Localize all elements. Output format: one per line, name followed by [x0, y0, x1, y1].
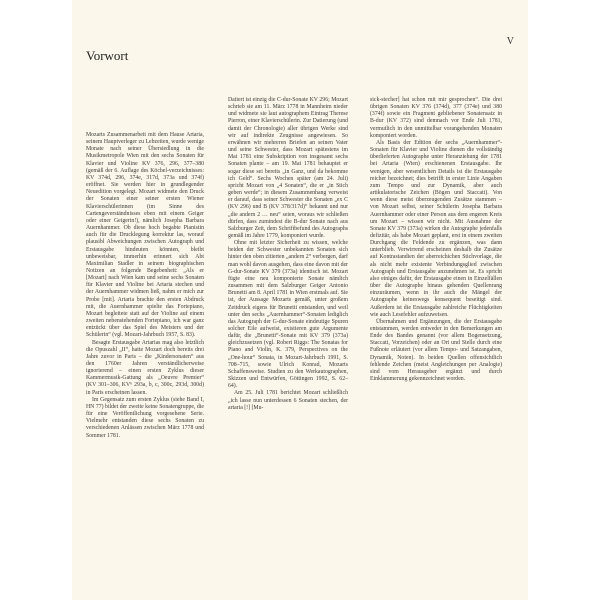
text-column-1 — [86, 132, 204, 440]
paragraph: Im Gegensatz zum ersten Zyklus (siehe Band I, HN 77) bildet der zweite keine Sonatengruppe, die für eine Veröffentlichung vorgesehene Serie. Vielmehr entstanden diese sechs Sonaten zu verschiedenen Anlässen zwischen März 1778 und Sommer 1781. — [86, 396, 204, 439]
paragraph: Datiert ist einzig die C-dur-Sonate KV 296; Mozart schrieb sie am 11. März 1778 in Mannheim nieder und widmete sie laut autographem Eintrag Therese Pierron, einer Klavierschülerin. Zur Datierung (und damit der Chronologie) aller übrigen Werke sind wir auf indirekte Zeugnisse angewiesen. So erwähnen wir mehreren Briefen an seinen Vater und seine Schwester, dass Mozart spätestens im Mai 1781 eine Subskription von insgesamt sechs Sonaten plante – am 19. Mai 1781 behauptet er sogar diese sei bereits „in Ganz, und da bekomme ich Geld“. Sechs Wochen später (am 24. Juli) spricht Mozart von „4 Sonaten“, die er „in Stich geben werde“; in diesem Zusammenhang verweist er darauf, dass seiner Schwester die Sonaten „ex C (KV 296) und B (KV 378/317d)“ bekannt und nur „die andern 2 … neu“ seien, woraus wir schließen dürfen, dass zumindest die B-dur Sonate nach aus Salzburger Zeit, dem Schriftbefund des Autographs gemäß im Jahre 1779, komponiert wurde. — [228, 97, 348, 239]
text-column-2 — [228, 97, 348, 412]
book-page — [72, 0, 528, 600]
paragraph: Am 25. Juli 1781 berichtet Mozart schließlich „ich lasse nun unterdessen 6 Sonaten stechen, der artaria [!] [Mu- — [228, 390, 348, 411]
paragraph: Als Basis der Edition der sechs „Auernhammer“-Sonaten für Klavier und Violine dienen die vollständig überlieferten Autographe unter Heranziehung der 1781 bei Artaria (Wien) erschienenen Erstausgabe. Ihr wenigen, aber wesentlichen Details ist die Erstausgabe reicher bezeichnet; dies betrifft in erster Linie Angaben zum Tempo und zur Dynamik, aber auch artikulatorische Zeichen (Bögen und Staccati). Von wenn diese meist überzeugenden Zusätze stammen – von Mozart selbst, seiner Schülerin Josepha Barbara Auernhammer oder einer Person aus dem engeren Kreis um Mozart – wissen wir nicht. Mit Ausnahme der Sonate KV 379 (373a) wirken die Autographe jedenfalls defizitär, als habe Mozart geplant, erst in einem zweiten Durchgang die Feldende zu ergänzen, was dann unterblieb. Verwirrend erscheinen deshalb die Zusätze auf Kontrastandien der aberreichichen Stichvorlage, die als nicht mehr existente Verbindungsglied zwischen Autograph und Erstausgabe anzunehmen ist. Es spricht also einiges dafür, der Erstausgabe einen in Einzelfällen über die Autographe hinaus gehenden Quellenrang einzuräumen, wenn in ihr auch die Mängel der Autographe keineswegs konsequent beseitigt sind. Außerdem ist die Erstausgabe zahlreiche Flüchtigkeiten wie auch Lesefehler aufzuweisen. — [370, 139, 502, 318]
page-heading: Vorwort — [86, 48, 129, 63]
paragraph: Besagte Erstausgabe Artarias mag also letztlich die Opuszahl „II“, hatte Mozart doch bereits drei Jahre zuvor in Paris – die „Kindersonaten“ aus den 1760er Jahren verständlicherweise ignorierend – einen ersten Zyklus dieser Kammermusik-Gattung als „Oeuvre Premier“ (KV 301–306, KV⁶ 293a, b, c, 300c, 293d, 300d) in Paris erscheinen lassen. — [86, 339, 204, 396]
paragraph: Übernahmen und Ergänzungen, die der Erstausgabe entstammen, werden entweder in den Bemerkungen am Ende des Bandes genannt (vor allem Bogensetzung, Staccati, Vorzeichen) oder an Ort und Stelle durch eine Fußnote erläutert (vor allem Tempo- und Satzangaben, Dynamik, Noten). In beiden Quellen offensichtlich fehlende Zeichen (meist Angleichungen per Analogie) sind vom Herausgeber ergänzt und durch Einklammerung gekennzeichnet worden. — [370, 318, 502, 383]
page-number: V — [506, 36, 514, 47]
paragraph: sick-stecher] hat schon mit mir gesprochen“. Die drei übrigen Sonaten KV 376 (374d), 377 (374e) und 380 (374f) sowie ein Fragment gebliebener Sonatensatz in B-dur (KV 372) sind demnach vor Ende Juli 1781, vermutlich in den unmittelbar vorangehenden Monaten komponiert worden. — [370, 97, 502, 139]
paragraph: Mozarts Zusammenarbeit mit dem Hause Artaria, seinem Hauptverleger zu Lebzeiten, wurde wenige Monate nach seiner Übersiedlung in die Musikmetropole Wien mit den sechs Sonaten für Klavier und Violine KV 376, 296, 377–380 (gemäß der 6. Auflage des Köchel-verzeichnisses: KV 374d, 296, 374e, 317d, 373a und 374f) eröffnet. Sie werden hier in grundlegender Neuedition vorgelegt. Mozart widmete den Druck der Sonaten einer seiner ersten Wiener Klavierschülerinnen (im Sinne des Cartengeverständnisses eben mit einem Geiger oder einer Geigerin!), nämlich Josepha Barbara Auernhammer. Ob diese hoch begabte Pianistin auch für die Drucklegung korrektur las, worauf plausibl Abweichungen zwischen Autograph und Erstausgabe hindeuten könnten, bleibt unbeweisbar, immerhin erinnert sich Abt Maximilian Stadler in seinem biographischen Notizen an folgende Begebenheit: „Als er [Mozart] nach Wien kam und seine sechs Sonaten für Klavier und Violine bei Artaria stechen und der Auernhammer widmen ließ, nahm er mich zur Probe [mit]. Artaria brachte den ersten Abdruck mit, die Auernhammer spielte das Fortepiano, Mozart begleitete statt auf der Violine auf einem zweiten nebenstehenden Fortepiano, ich war ganz entzückt über das Spiel des Meisters und der Schülerin“ (vgl. Mozart-Jahrbuch 1957, S. 83). — [86, 132, 204, 339]
text-column-3 — [370, 97, 502, 383]
paragraph: Ohne mit letzter Sicherheit zu wissen, welche beiden der Schwester unbekannten Sonaten sich hinter den oben zitierten „andern 2“ verbergen, darf man wohl davon ausgehen, dass eine davon mit der G-dur-Sonate KV 379 (373a) identisch ist. Mozart fügte eine neu komponierte Sonate nämlich zusammen mit dem Salzburger Geiger Antonio Brunetti am 8. April 1781 in Wien erstmals auf. Sie ist, der Aussage Mozarts gemäß, unter großem Zeitdruck eigens für Brunetti entstanden, und weil unter den sechs „Auernhammer“-Sonaten lediglich das Autograph der G-dur-Sonate eindeutige Spuren solcher Eile aufweist, existieren gute Argumente dafür, die „Brunetti“-Sonate mit KV 379 (373a) gleichzusetzen (vgl. Robert Riggs: The Sonatas for Piano and Violin, K. 379, Perspectives on the „One-hour“ Sonata, in Mozart-Jahrbuch 1991, S. 708–715, sowie Ulrich Konrad, Mozarts Schaffensweise. Studien zu den Werkautographen, Skizzen und Entwürfen, Göttingen 1992, S. 62–64). — [228, 240, 348, 390]
